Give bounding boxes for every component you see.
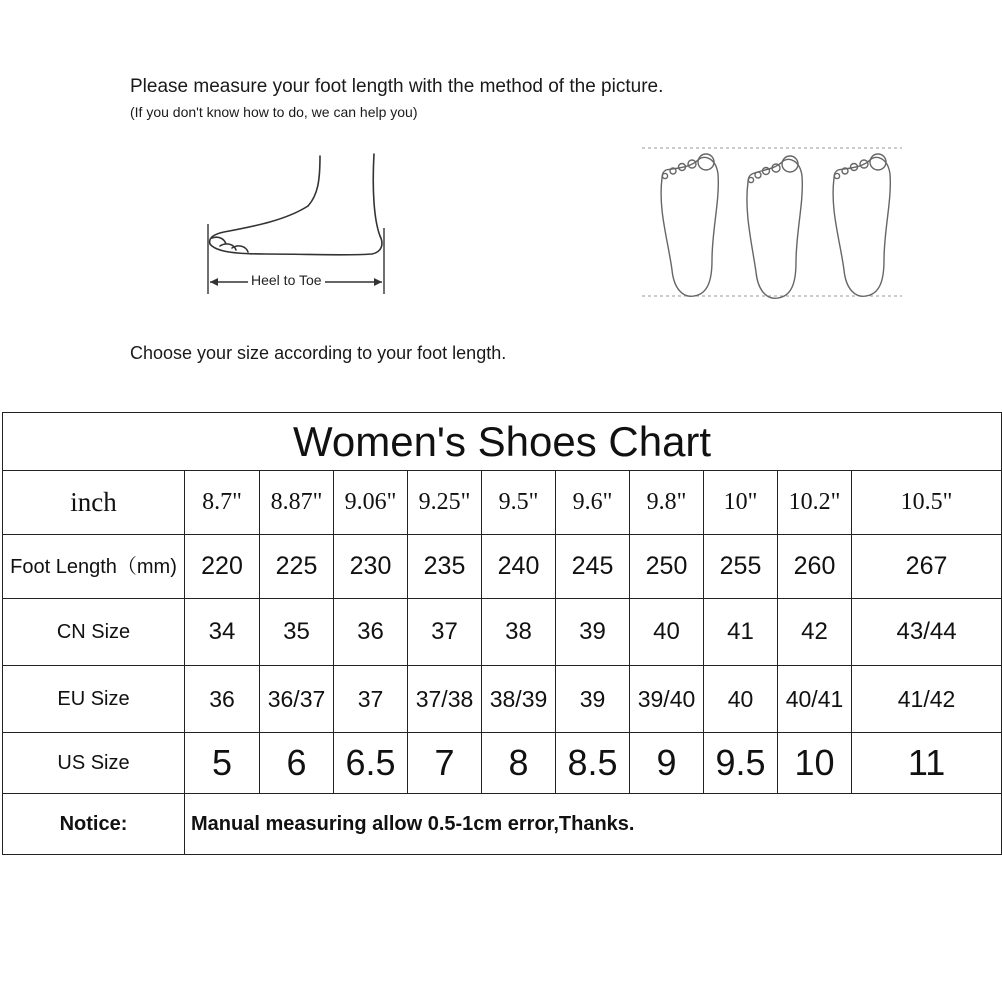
table-cell: 40: [704, 666, 778, 733]
row-label: US Size: [3, 733, 185, 794]
table-cell: 230: [334, 535, 408, 599]
table-cell: 5: [185, 733, 260, 794]
table-cell: 41/42: [852, 666, 1002, 733]
table-cell: 220: [185, 535, 260, 599]
table-cell: 9.8": [630, 471, 704, 535]
table-cell: 38/39: [482, 666, 556, 733]
row-foot-length: [3, 535, 1002, 599]
row-inch: [3, 471, 1002, 535]
notice-text: Manual measuring allow 0.5-1cm error,Thanks.: [185, 794, 1002, 855]
table-cell: 36: [185, 666, 260, 733]
table-cell: 10.2": [778, 471, 852, 535]
table-cell: 10: [778, 733, 852, 794]
table-cell: 250: [630, 535, 704, 599]
table-cell: 8: [482, 733, 556, 794]
table-cell: 235: [408, 535, 482, 599]
row-eu-size: [3, 666, 1002, 733]
size-chart-table: [2, 412, 1002, 855]
table-cell: 39: [556, 666, 630, 733]
table-cell: 40: [630, 599, 704, 666]
table-cell: 36: [334, 599, 408, 666]
table-cell: 267: [852, 535, 1002, 599]
instruction-choose-size: Choose your size according to your foot length.: [130, 343, 507, 363]
row-label: Foot Length（mm): [3, 535, 185, 599]
table-cell: 39: [556, 599, 630, 666]
table-cell: 42: [778, 599, 852, 666]
instruction-measure: Please measure your foot length with the method of the picture.: [130, 76, 664, 97]
table-cell: 41: [704, 599, 778, 666]
table-cell: 11: [852, 733, 1002, 794]
table-cell: 8.5: [556, 733, 630, 794]
table-cell: 240: [482, 535, 556, 599]
table-cell: 39/40: [630, 666, 704, 733]
foot-top-view-illustration: [640, 140, 905, 305]
table-cell: 9.5: [704, 733, 778, 794]
table-cell: 9: [630, 733, 704, 794]
instruction-help: (If you don't know how to do, we can help you): [130, 104, 418, 120]
table-cell: 6.5: [334, 733, 408, 794]
table-cell: 36/37: [260, 666, 334, 733]
table-cell: 40/41: [778, 666, 852, 733]
table-cell: 9.6": [556, 471, 630, 535]
table-cell: 245: [556, 535, 630, 599]
row-label: EU Size: [3, 666, 185, 733]
notice-label: Notice:: [3, 794, 185, 855]
table-cell: 9.5": [482, 471, 556, 535]
table-cell: 9.06": [334, 471, 408, 535]
table-cell: 37/38: [408, 666, 482, 733]
table-cell: 37: [408, 599, 482, 666]
row-label: CN Size: [3, 599, 185, 666]
row-cn-size: [3, 599, 1002, 666]
table-cell: 260: [778, 535, 852, 599]
table-cell: 9.25": [408, 471, 482, 535]
table-cell: 6: [260, 733, 334, 794]
table-cell: 35: [260, 599, 334, 666]
table-cell: 43/44: [852, 599, 1002, 666]
table-cell: 38: [482, 599, 556, 666]
table-cell: 10": [704, 471, 778, 535]
table-cell: 255: [704, 535, 778, 599]
table-cell: 10.5": [852, 471, 1002, 535]
table-cell: 8.87": [260, 471, 334, 535]
chart-title: Women's Shoes Chart: [3, 413, 1002, 471]
table-cell: 225: [260, 535, 334, 599]
table-cell: 37: [334, 666, 408, 733]
table-cell: 34: [185, 599, 260, 666]
row-label: inch: [3, 471, 185, 535]
row-us-size: [3, 733, 1002, 794]
table-cell: 8.7": [185, 471, 260, 535]
table-cell: 7: [408, 733, 482, 794]
row-notice: [3, 794, 1002, 855]
heel-to-toe-label: Heel to Toe: [248, 272, 325, 288]
